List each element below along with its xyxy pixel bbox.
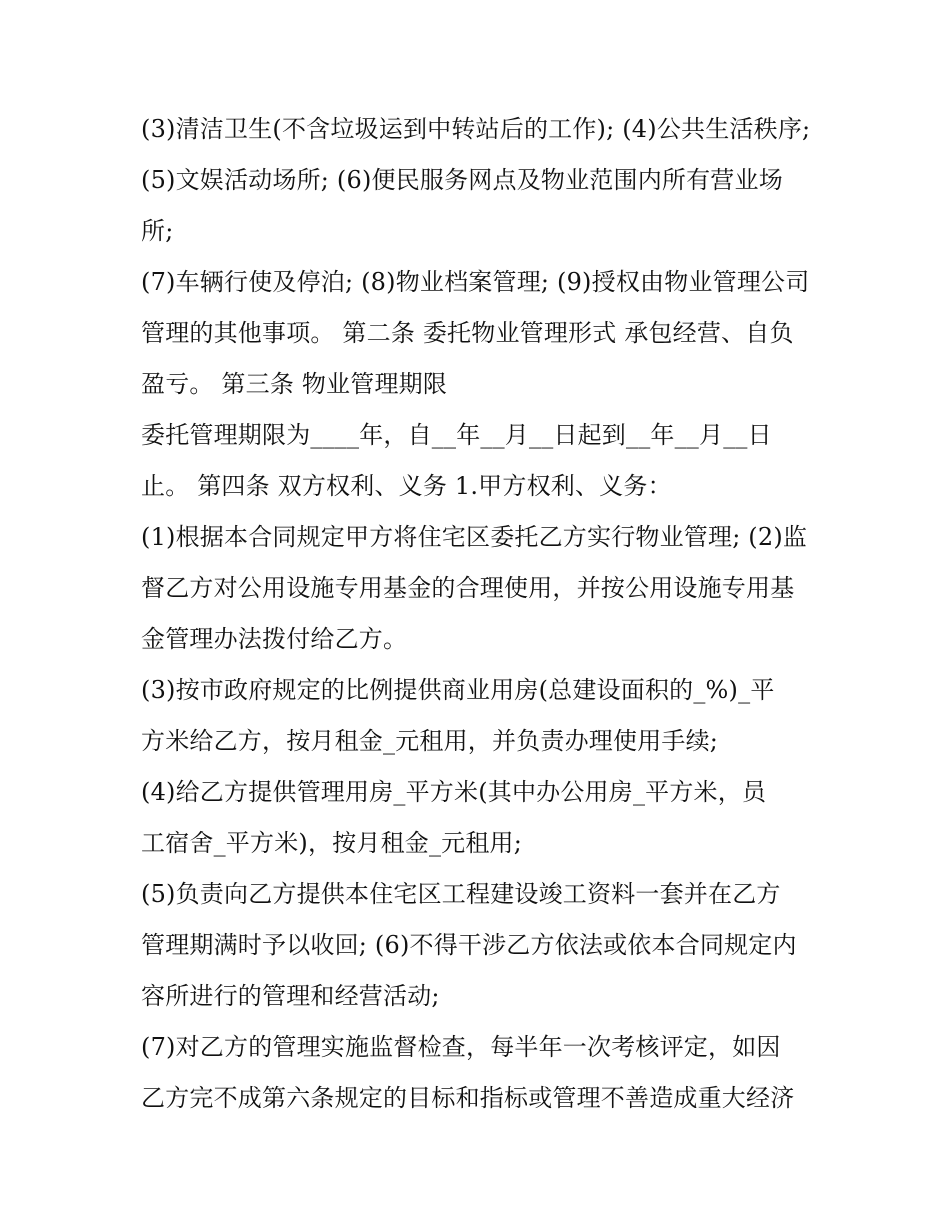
text-line: (1)根据本合同规定甲方将住宅区委托乙方实行物业管理; (2)监	[141, 523, 808, 551]
text-line: (7)车辆行使及停泊; (8)物业档案管理; (9)授权由物业管理公司	[141, 268, 810, 296]
text-line: 盈亏。 第三条 物业管理期限	[141, 370, 448, 398]
text-line: 止。 第四条 双方权利、义务 1.甲方权利、义务：	[141, 472, 672, 500]
text-line: (3)清洁卫生(不含垃圾运到中转站后的工作); (4)公共生活秩序;	[141, 115, 811, 143]
text-line: (4)给乙方提供管理用房_平方米(其中办公用房_平方米，员	[141, 778, 767, 806]
text-line: 工宿舍_平方米)，按月租金_元租用;	[141, 829, 523, 857]
text-line: 管理的其他事项。 第二条 委托物业管理形式 承包经营、自负	[141, 319, 794, 347]
text-line: 委托管理期限为____年，自__年__月__日起到__年__月__日	[141, 421, 772, 449]
text-line: 乙方完不成第六条规定的目标和指标或管理不善造成重大经济	[141, 1084, 795, 1112]
text-line: (5)负责向乙方提供本住宅区工程建设竣工资料一套并在乙方	[141, 880, 781, 908]
text-line: 容所进行的管理和经营活动;	[141, 982, 440, 1010]
contract-text-body	[141, 104, 821, 1124]
text-line: 所;	[141, 217, 174, 245]
text-line: (5)文娱活动场所; (6)便民服务网点及物业范围内所有营业场	[141, 166, 783, 194]
text-line: 方米给乙方，按月租金_元租用，并负责办理使用手续;	[141, 727, 719, 755]
text-line: (3)按市政府规定的比例提供商业用房(总建设面积的_%)_平	[141, 676, 775, 704]
text-line: 督乙方对公用设施专用基金的合理使用，并按公用设施专用基	[141, 574, 795, 602]
text-line: 金管理办法拨付给乙方。	[141, 625, 408, 653]
text-line: (7)对乙方的管理实施监督检查，每半年一次考核评定，如因	[141, 1033, 781, 1061]
text-line: 管理期满时予以收回; (6)不得干涉乙方依法或依本合同规定内	[141, 931, 797, 959]
